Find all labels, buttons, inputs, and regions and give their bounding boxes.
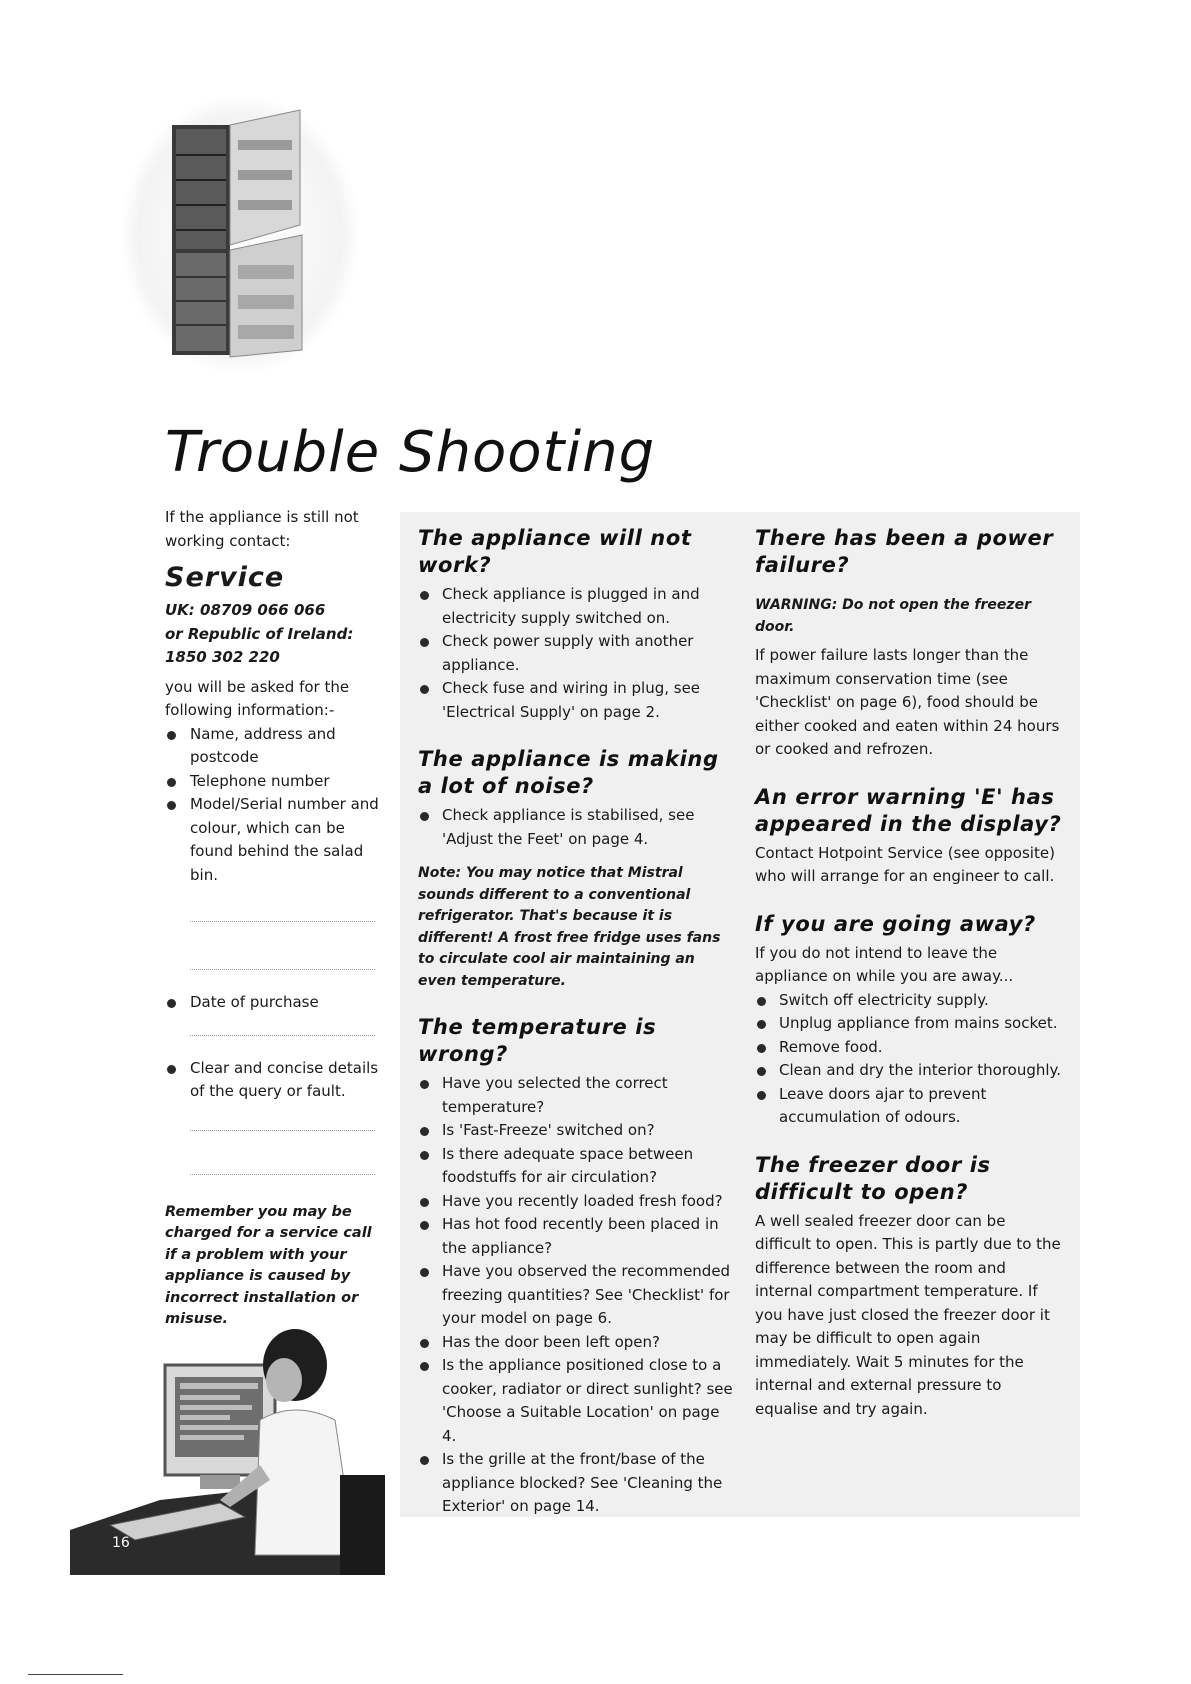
query-list xyxy=(165,1057,380,1104)
page-number: 16 xyxy=(112,1535,130,1551)
list-item: Check appliance is stabilised, see 'Adjust the Feet' on page 4. xyxy=(418,804,733,851)
bullet-list xyxy=(755,989,1065,1130)
list-item: Unplug appliance from mains socket. xyxy=(755,1012,1065,1036)
info-request-text: you will be asked for the following information:- xyxy=(165,677,350,719)
list-item: Is there adequate space between foodstuffs for air circulation? xyxy=(418,1143,733,1190)
section-heading: The temperature is wrong? xyxy=(418,1015,657,1066)
troubleshooting-column-2 xyxy=(755,525,1065,1421)
section-heading: The freezer door is difficult to open? xyxy=(755,1152,991,1204)
service-intro: If the appliance is still not working contact: xyxy=(165,508,359,550)
list-item: Have you recently loaded fresh food? xyxy=(418,1190,733,1214)
section-heading: The appliance will not work? xyxy=(418,526,692,577)
page-title: Trouble Shooting xyxy=(165,420,656,485)
section-heading: There has been a power failure? xyxy=(755,526,1054,577)
service-heading: Service xyxy=(165,562,285,593)
list-item: Clear and concise details of the query or fault. xyxy=(165,1057,380,1104)
list-item: Switch off electricity supply. xyxy=(755,989,1065,1013)
list-item: Check power supply with another appliance. xyxy=(418,630,733,677)
bullet-list xyxy=(418,1072,733,1519)
fridge-freezer-photo xyxy=(120,95,360,385)
service-contact-column xyxy=(165,506,380,1331)
list-item: Has hot food recently been placed in the appliance? xyxy=(418,1213,733,1260)
list-item: Has the door been left open? xyxy=(418,1331,733,1355)
list-item: Is the grille at the front/base of the appliance blocked? See 'Cleaning the Exterior' on page 14. xyxy=(418,1448,733,1519)
section-heading: The appliance is making a lot of noise? xyxy=(418,747,719,798)
list-item: Leave doors ajar to prevent accumulation of odours. xyxy=(755,1083,1065,1130)
list-item: Have you observed the recommended freezing quantities? See 'Checklist' for your model on page 6. xyxy=(418,1260,733,1331)
list-item: Name, address and postcode xyxy=(165,723,380,770)
info-list xyxy=(165,723,380,888)
list-item: Telephone number xyxy=(165,770,380,794)
troubleshooting-column-1 xyxy=(418,525,733,1519)
power-failure-text: If power failure lasts longer than the maximum conservation time (see 'Checklist' on page 6), food should be either cooked and eaten within 24 hours or cooked and refrozen. xyxy=(755,646,1060,758)
service-charge-notice: Remember you may be charged for a service call if a problem with your appliance is caused by incorrect installation or misuse. xyxy=(165,1203,372,1327)
phone-uk: UK: 08709 066 066 xyxy=(165,601,326,619)
going-away-text: If you do not intend to leave the appliance on while you are away... xyxy=(755,943,1014,985)
list-item: Is 'Fast-Freeze' switched on? xyxy=(418,1119,733,1143)
list-item: Have you selected the correct temperature? xyxy=(418,1072,733,1119)
list-item: Remove food. xyxy=(755,1036,1065,1060)
freezer-door-text: A well sealed freezer door can be difficult to open. This is partly due to the difference between the room and internal compartment temperature. If you have just closed the freezer door it may be difficult to open again immediately. Wait 5 minutes for the internal and external pressure to equalise and try again. xyxy=(755,1211,1061,1418)
phone-roi: 1850 302 220 xyxy=(165,648,280,666)
warning-text: WARNING: Do not open the freezer door. xyxy=(755,597,1031,635)
date-list xyxy=(165,991,380,1015)
footer-rule xyxy=(28,1674,123,1675)
mistral-note: Note: You may notice that Mistral sounds different to a conventional refrigerator. That's because it is different! A frost free fridge uses fans to circulate cool air maintaining an even temperature. xyxy=(418,865,721,989)
bullet-list xyxy=(418,804,733,851)
section-heading: If you are going away? xyxy=(755,911,1036,936)
bullet-list xyxy=(418,583,733,724)
list-item: Check fuse and wiring in plug, see 'Electrical Supply' on page 2. xyxy=(418,677,733,724)
list-item: Model/Serial number and colour, which can be found behind the salad bin. xyxy=(165,793,380,887)
section-heading: An error warning 'E' has appeared in the display? xyxy=(755,784,1062,836)
list-item: Is the appliance positioned close to a cooker, radiator or direct sunlight? see 'Choose a Suitable Location' on page 4. xyxy=(418,1354,733,1448)
list-item: Check appliance is plugged in and electricity supply switched on. xyxy=(418,583,733,630)
phone-roi-label: or Republic of Ireland: xyxy=(165,624,354,643)
list-item: Date of purchase xyxy=(165,991,380,1015)
list-item: Clean and dry the interior thoroughly. xyxy=(755,1059,1065,1083)
error-warning-text: Contact Hotpoint Service (see opposite) who will arrange for an engineer to call. xyxy=(755,843,1055,885)
